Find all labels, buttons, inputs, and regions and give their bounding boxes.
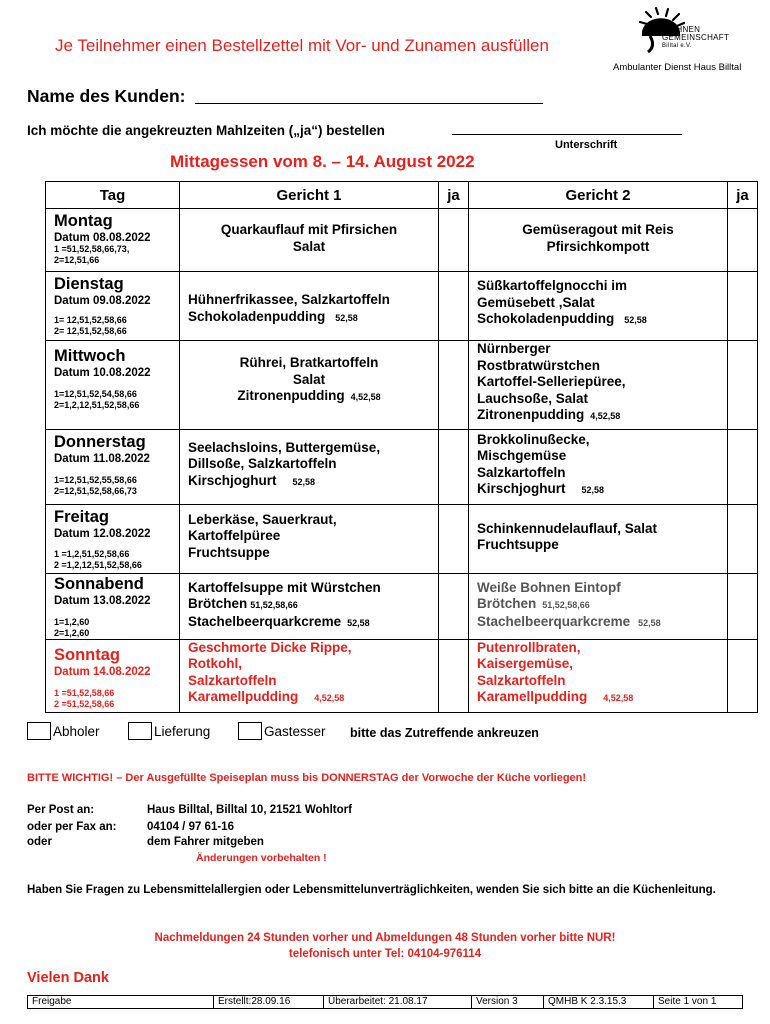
dish-line: Putenrollbraten, xyxy=(477,639,581,655)
yes-checkbox-1[interactable] xyxy=(439,272,469,341)
footer-row xyxy=(28,996,743,1009)
additive-codes: 2=12,51,66 xyxy=(54,255,100,265)
additive-codes: 1=1,2,60 xyxy=(54,616,90,627)
dish-2-cell xyxy=(469,341,728,430)
additive-tag: 4,52,58 xyxy=(590,411,621,421)
signature-label: Unterschrift xyxy=(555,139,618,151)
yes-checkbox-2[interactable] xyxy=(728,429,758,504)
dish-line: Kartoffelsuppe mit Würstchen xyxy=(188,579,381,595)
dish-line: Dillsoße, Salzkartoffeln xyxy=(188,456,337,471)
dish-line: Gemüseragout mit Reis xyxy=(522,222,674,237)
dish-line: Fruchtsuppe xyxy=(188,544,270,560)
day-name: Sonntag xyxy=(54,645,120,664)
dish-line xyxy=(188,388,430,406)
changes-note: Änderungen vorbehalten ! xyxy=(196,852,327,864)
footer-revised: Überarbeitet: 21.08.17 xyxy=(324,996,472,1009)
dish-line xyxy=(188,309,430,327)
yes-checkbox-2[interactable] xyxy=(728,504,758,573)
table-row xyxy=(46,504,758,573)
option-hint: bitte das Zutreffende ankreuzen xyxy=(350,726,539,740)
driver-note: dem Fahrer mitgeben xyxy=(147,836,264,848)
day-cell xyxy=(46,209,180,272)
dish-line: Geschmorte Dicke Rippe, xyxy=(188,639,352,655)
dish-line: Kaisergemüse, xyxy=(477,656,574,671)
table-header-row xyxy=(46,182,758,209)
dish-line: Salzkartoffeln xyxy=(477,672,566,688)
customer-name-field[interactable] xyxy=(195,103,543,104)
dish-line: Quarkauflauf mit Pfirsichen xyxy=(220,222,398,237)
late-notice-line-1: Nachmeldungen 24 Stunden vorher und Abmeldungen 48 Stunden vorher bitte NUR! xyxy=(154,932,616,944)
dish-text: Brötchen xyxy=(477,596,537,611)
footer-created: Erstellt:28.09.16 xyxy=(214,996,324,1009)
day-cell xyxy=(46,341,180,430)
additive-tag: 52,58 xyxy=(581,485,605,495)
dish-1-cell xyxy=(180,573,439,639)
dish-1-cell xyxy=(180,639,439,712)
option-abholer[interactable] xyxy=(27,722,100,740)
additive-codes: 1= 12,51,52,58,66 xyxy=(54,315,127,325)
late-notice-line-2: telefonisch unter Tel: 04104-976114 xyxy=(288,948,482,960)
additive-tag: 51,52,58,66 xyxy=(542,600,590,610)
yes-checkbox-1[interactable] xyxy=(439,429,469,504)
instruction-text: Je Teilnehmer einen Bestellzettel mit Vor- und Zunamen ausfüllen xyxy=(55,36,549,55)
yes-checkbox-2[interactable] xyxy=(728,272,758,341)
additive-tag: 4,52,58 xyxy=(603,693,634,703)
dish-line: Kartoffel-Selleriepüree, xyxy=(477,374,626,389)
dish-1-cell xyxy=(180,272,439,341)
dish-line: Kartoffelpüree xyxy=(188,528,281,543)
day-cell xyxy=(46,639,180,712)
additive-codes: 2=1,2,60 xyxy=(54,627,90,638)
document-footer xyxy=(27,995,743,1009)
additive-codes: 1 =51,52,58,66 xyxy=(54,687,115,698)
post-address: Haus Billtal, Billtal 10, 21521 Wohltorf xyxy=(147,804,352,816)
yes-checkbox-1[interactable] xyxy=(439,639,469,712)
option-lieferung[interactable] xyxy=(128,722,210,740)
dish-text: Zitronenpudding xyxy=(477,407,585,422)
day-name: Mittwoch xyxy=(54,347,126,365)
yes-checkbox-2[interactable] xyxy=(728,573,758,639)
additive-codes: 2=1,2,12,51,52,58,66 xyxy=(54,400,140,410)
day-name: Freitag xyxy=(54,507,110,526)
dish-line: Seelachsloins, Buttergemüse, xyxy=(188,439,381,455)
gastesser-label: Gastesser xyxy=(264,723,326,739)
day-date: Datum 12.08.2022 xyxy=(54,527,151,540)
lieferung-checkbox[interactable] xyxy=(128,722,152,740)
dish-2-cell xyxy=(469,429,728,504)
customer-name-label: Name des Kunden: xyxy=(27,86,186,106)
signature-field[interactable] xyxy=(452,134,682,135)
dish-line: Schinkennudelauflauf, Salat xyxy=(477,520,658,536)
abholer-label: Abholer xyxy=(53,723,100,739)
dish-line: Leberkäse, Sauerkraut, xyxy=(188,511,337,527)
dish-line xyxy=(188,473,430,491)
yes-checkbox-2[interactable] xyxy=(728,209,758,272)
header-yes-2: ja xyxy=(728,182,758,209)
day-date: Datum 11.08.2022 xyxy=(54,452,150,465)
additive-tag: 4,52,58 xyxy=(314,693,345,703)
table-row xyxy=(46,429,758,504)
logo-line-3: Billtal e.V. xyxy=(662,43,692,49)
dish-line: Hühnerfrikassee, Salzkartoffeln xyxy=(188,292,390,307)
dish-line: Rostbratwürstchen xyxy=(477,357,601,373)
dish-line: Rührei, Bratkartoffeln xyxy=(239,355,379,370)
logo-line-1: WOHNEN xyxy=(662,25,701,34)
day-date: Datum 14.08.2022 xyxy=(54,665,151,678)
day-cell xyxy=(46,504,180,573)
day-date: Datum 10.08.2022 xyxy=(54,367,151,379)
allergy-note: Haben Sie Fragen zu Lebensmittelallergien oder Lebensmittelunverträglichkeiten, wenden Sie sich bitte an die Küchenleitung. xyxy=(27,884,716,896)
header-dish-1: Gericht 1 xyxy=(180,182,439,209)
day-date: Datum 13.08.2022 xyxy=(54,594,151,607)
deadline-notice: BITTE WICHTIG! – Der Ausgefüllte Speiseplan muss bis DONNERSTAG der Vorwoche der Küche vorliegen! xyxy=(27,772,587,784)
day-name: Montag xyxy=(54,212,113,230)
additive-codes: 1 =1,2,51,52,58,66 xyxy=(54,548,130,559)
additive-codes: 2 =1,2,12,51,52,58,66 xyxy=(54,559,142,570)
dish-line: Mischgemüse xyxy=(477,448,567,463)
dish-line xyxy=(477,689,719,707)
additive-tag: 52,58 xyxy=(624,315,647,325)
header-dish-2: Gericht 2 xyxy=(469,182,728,209)
day-name: Sonnabend xyxy=(54,574,144,593)
dish-2-cell xyxy=(469,639,728,712)
dish-line: Fruchtsuppe xyxy=(477,537,559,552)
additive-tag: 4,52,58 xyxy=(350,392,381,402)
table-row xyxy=(46,573,758,639)
yes-checkbox-2[interactable] xyxy=(728,341,758,430)
additive-tag: 52,58 xyxy=(638,617,661,628)
dish-line: Lauchsoße, Salat xyxy=(477,390,589,406)
yes-checkbox-1[interactable] xyxy=(439,504,469,573)
dish-1-cell xyxy=(180,341,439,430)
footer-doc-id: QMHB K 2.3.15.3 xyxy=(544,996,654,1009)
header-yes-1: ja xyxy=(439,182,469,209)
dish-line xyxy=(477,407,719,425)
additive-codes: 2= 12,51,52,58,66 xyxy=(54,326,127,336)
dish-line xyxy=(477,311,719,329)
fax-label: oder per Fax an: xyxy=(27,821,117,833)
order-statement: Ich möchte die angekreuzten Mahlzeiten („ja“) bestellen xyxy=(27,123,385,138)
day-name: Dienstag xyxy=(54,275,124,293)
header-day: Tag xyxy=(46,182,180,209)
dish-line xyxy=(188,596,430,614)
dish-text: Brötchen xyxy=(188,596,248,611)
additive-tag: 52,58 xyxy=(347,617,370,628)
additive-tag: 52,58 xyxy=(292,476,316,487)
dish-line: Süßkartoffelgnocchi im xyxy=(477,278,628,293)
dish-2-cell xyxy=(469,272,728,341)
footer-version: Version 3 xyxy=(472,996,544,1009)
additive-codes: 2 =51,52,58,66 xyxy=(54,698,115,709)
table-row xyxy=(46,272,758,341)
dish-text: Zitronenpudding xyxy=(237,388,345,403)
dish-line: Salzkartoffeln xyxy=(188,672,277,688)
dish-line xyxy=(188,689,430,707)
dish-line: Salat xyxy=(292,371,326,387)
dish-1-cell xyxy=(180,504,439,573)
dish-2-cell xyxy=(469,573,728,639)
yes-checkbox-1[interactable] xyxy=(439,573,469,639)
dish-text: Karamellpudding xyxy=(188,689,299,704)
additive-codes: 1=12,51,52,55,58,66 xyxy=(54,474,137,485)
dish-text: Stachelbeerquarkcreme xyxy=(188,613,342,629)
dish-line: Gemüsebett ,Salat xyxy=(477,294,595,310)
table-row xyxy=(46,341,758,430)
dish-line: Rotkohl, xyxy=(188,656,242,671)
additive-tag: 52,58 xyxy=(335,312,358,323)
dish-line xyxy=(477,596,719,614)
dish-text: Stachelbeerquarkcreme xyxy=(477,613,631,629)
dish-line: Salat xyxy=(292,238,326,254)
yes-checkbox-1[interactable] xyxy=(439,209,469,272)
abholer-checkbox[interactable] xyxy=(27,722,51,740)
day-cell xyxy=(46,429,180,504)
thanks-text: Vielen Dank xyxy=(27,970,109,986)
menu-title: Mittagessen vom 8. – 14. August 2022 xyxy=(170,152,475,171)
post-label: Per Post an: xyxy=(27,804,95,816)
menu-table xyxy=(45,181,758,713)
yes-checkbox-1[interactable] xyxy=(439,341,469,430)
additive-codes: 1=12,51,52,54,58,66 xyxy=(54,389,137,399)
day-name: Donnerstag xyxy=(54,432,146,451)
dish-line: Nürnberger xyxy=(477,341,551,356)
dish-text: Kirschjoghurt xyxy=(477,481,566,496)
day-date: Datum 09.08.2022 xyxy=(54,295,151,307)
additive-codes: 1 =51,52,58,66,73, xyxy=(54,244,130,254)
dish-text: Schokoladenpudding xyxy=(188,308,326,324)
day-cell xyxy=(46,272,180,341)
lieferung-label: Lieferung xyxy=(154,723,211,739)
additive-tag: 51,52,58,66 xyxy=(250,600,298,610)
dish-2-cell xyxy=(469,504,728,573)
dish-text: Karamellpudding xyxy=(477,689,588,704)
late-registration-notice xyxy=(0,930,770,962)
dish-line xyxy=(477,481,719,499)
table-row xyxy=(46,639,758,712)
dish-1-cell xyxy=(180,209,439,272)
logo-line-2: GEMEINSCHAFT xyxy=(662,33,730,42)
dish-line: Weiße Bohnen Eintopf xyxy=(477,579,621,595)
footer-release: Freigabe xyxy=(28,996,214,1009)
day-date: Datum 08.08.2022 xyxy=(54,232,151,244)
yes-checkbox-2[interactable] xyxy=(728,639,758,712)
option-gastesser[interactable] xyxy=(238,722,326,740)
dish-line: Brokkolinußecke, xyxy=(477,431,590,447)
fax-number: 04104 / 97 61-16 xyxy=(147,821,234,833)
dish-line xyxy=(477,614,719,632)
dish-1-cell xyxy=(180,429,439,504)
dish-text: Kirschjoghurt xyxy=(188,472,277,488)
other-label: oder xyxy=(27,836,52,848)
additive-codes: 2=12,51,52,58,66,73 xyxy=(54,485,137,496)
logo-wordmark xyxy=(662,26,729,50)
table-row xyxy=(46,209,758,272)
organization-name: Ambulanter Dienst Haus Billtal xyxy=(613,62,742,73)
footer-page: Seite 1 von 1 xyxy=(654,996,743,1009)
dish-line: Salzkartoffeln xyxy=(477,464,566,480)
dish-text: Schokoladenpudding xyxy=(477,311,615,326)
dish-line xyxy=(188,614,430,632)
gastesser-checkbox[interactable] xyxy=(238,722,262,740)
day-cell xyxy=(46,573,180,639)
dish-line: Pfirsichkompott xyxy=(546,238,650,254)
dish-2-cell xyxy=(469,209,728,272)
